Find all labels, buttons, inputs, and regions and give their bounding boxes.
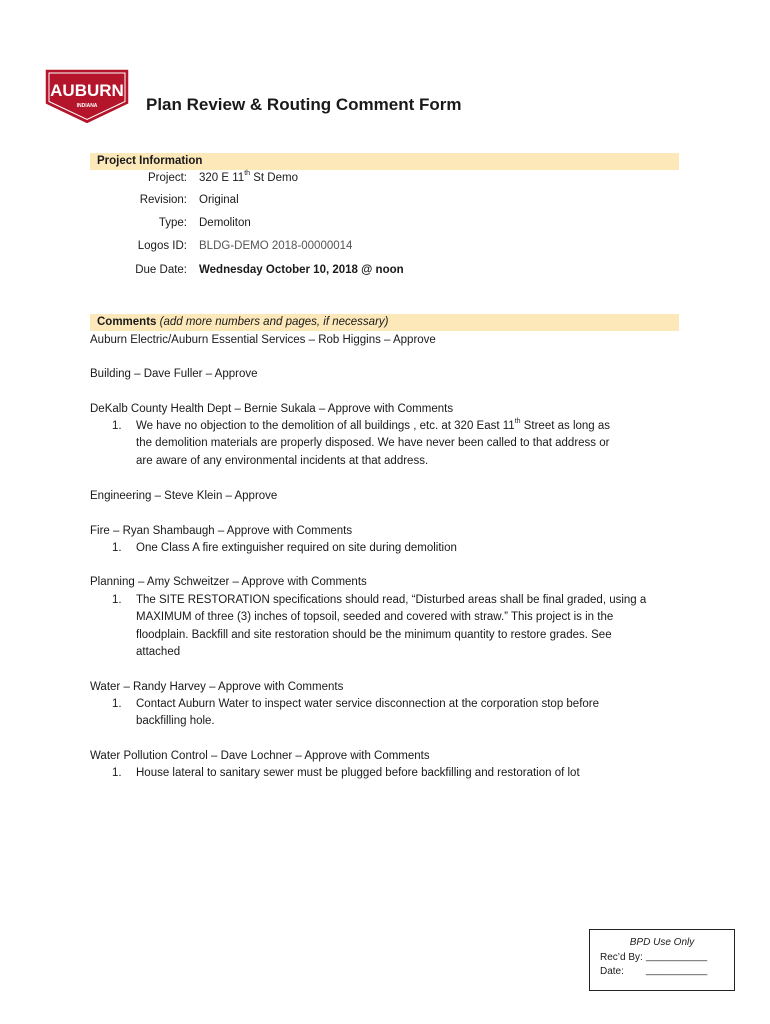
comment-building: Building – Dave Fuller – Approve [90,368,258,380]
logos-row [90,240,670,256]
project-label: Project: [148,172,187,184]
planning-comment-line-3: floodplain. Backfill and site restoration should be the minimum quantity to restore grades. See [136,629,612,641]
project-value: 320 E 11th St Demo [199,170,298,184]
list-number: 1. [112,594,122,606]
health-comment-line-3: are aware of any environmental incidents at that address. [136,455,429,467]
comment-water-pollution: Water Pollution Control – Dave Lochner – Approve with Comments [90,750,430,762]
due-date-value: Wednesday October 10, 2018 @ noon [199,264,404,276]
health-comment-line-1: We have no objection to the demolition of all buildings , etc. at 320 East 11th Street as long as [136,418,611,432]
bpd-use-only-box [589,929,735,991]
comments-header: Comments (add more numbers and pages, if necessary) [97,316,389,328]
water-comment-line-2: backfilling hole. [136,715,215,727]
list-number: 1. [112,767,122,779]
type-value: Demoliton [199,217,251,229]
comment-health: DeKalb County Health Dept – Bernie Sukala – Approve with Comments [90,403,454,415]
bpd-title: BPD Use Only [629,937,695,948]
recd-by-field[interactable]: ___________ [646,951,708,962]
project-info-header: Project Information [97,155,203,167]
recd-by-label: Rec’d By: [600,952,643,963]
revision-label: Revision: [139,194,187,206]
list-number: 1. [112,698,122,710]
date-label: Date: [600,966,624,977]
comment-water: Water – Randy Harvey – Approve with Comments [90,681,344,693]
planning-comment-line-1: The SITE RESTORATION specifications should read, “Disturbed areas shall be final graded, using a [136,594,647,606]
wpc-comment-line-1: House lateral to sanitary sewer must be plugged before backfilling and restoration of lot [136,767,580,779]
due-date-label: Due Date: [135,264,187,276]
comment-electric: Auburn Electric/Auburn Essential Services – Rob Higgins – Approve [90,334,436,346]
water-comment-line-1: Contact Auburn Water to inspect water service disconnection at the corporation stop before [136,698,600,710]
list-number: 1. [112,542,122,554]
planning-comment-line-4: attached [136,646,181,658]
comments-note: (add more numbers and pages, if necessary) [159,316,389,328]
comment-planning: Planning – Amy Schweitzer – Approve with Comments [90,576,367,588]
list-number: 1. [112,420,122,432]
comment-fire: Fire – Ryan Shambaugh – Approve with Comments [90,525,353,537]
date-field[interactable]: ___________ [646,965,708,976]
health-comment-line-2: the demolition materials are properly disposed. We have never been called to that address or [136,437,610,449]
comment-engineering: Engineering – Steve Klein – Approve [90,490,278,502]
planning-comment-line-2: MAXIMUM of three (3) inches of topsoil, seeded and covered with straw.” This project is in the [136,611,614,623]
due-date-row [90,264,670,280]
revision-value: Original [199,194,239,206]
project-row [90,172,670,188]
logo-brand: AUBURN [50,81,124,100]
logo-sub: INDIANA [76,103,98,109]
type-label: Type: [158,217,187,229]
type-row [90,217,670,233]
fire-comment-line-1: One Class A fire extinguisher required on site during demolition [136,542,457,554]
revision-row [90,194,670,210]
logos-label: Logos ID: [137,240,187,252]
auburn-logo [41,66,133,126]
logos-value: BLDG-DEMO 2018-00000014 [199,240,353,252]
form-title: Plan Review & Routing Comment Form [146,95,462,114]
